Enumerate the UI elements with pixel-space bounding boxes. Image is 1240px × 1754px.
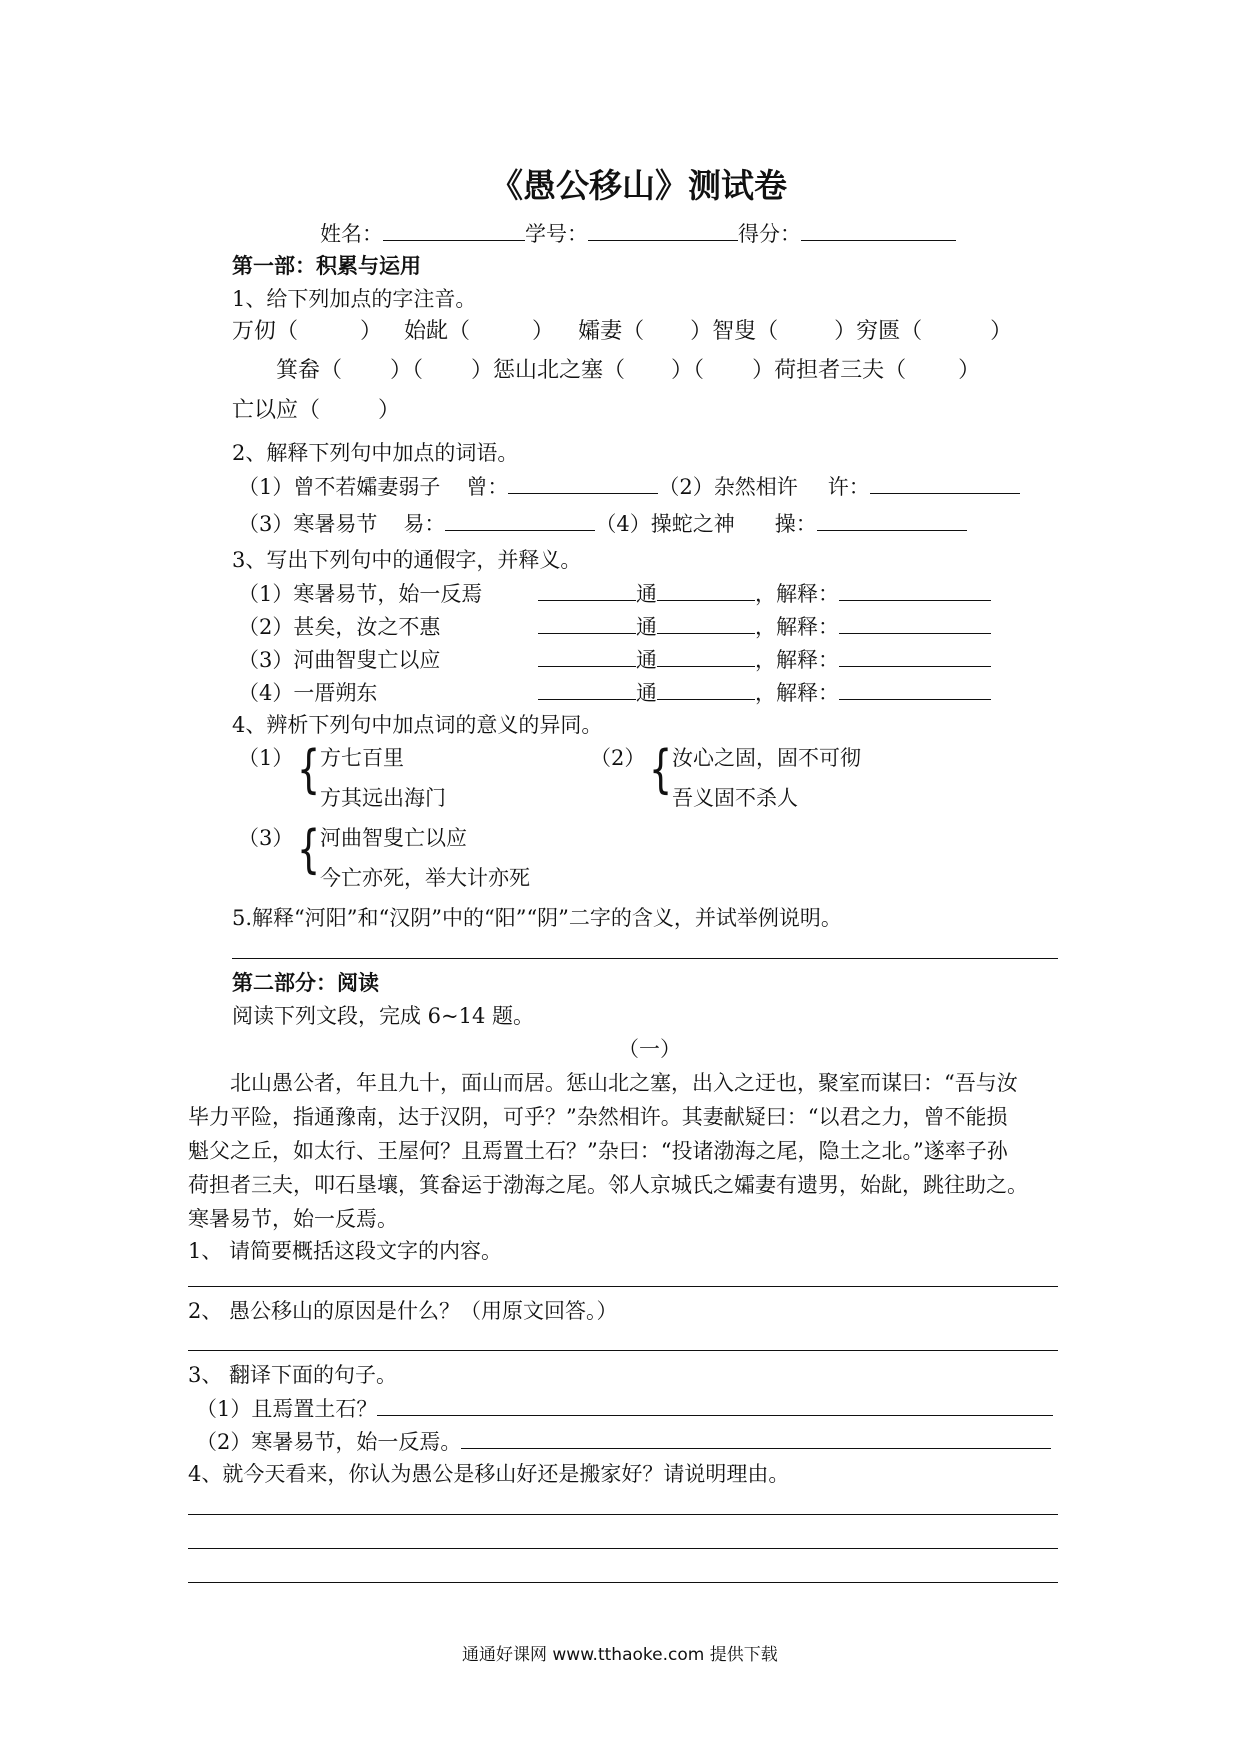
reading-q3: 3、 翻译下面的句子。 bbox=[188, 1363, 398, 1387]
brace-icon: { bbox=[296, 740, 321, 800]
q1-row1: 万仞（ ） 始龀（ ） 孀妻（ ）智叟（ ）穷匮（ ） bbox=[232, 319, 1013, 344]
answer-line[interactable] bbox=[188, 1286, 1058, 1287]
score-label: 得分： bbox=[738, 222, 801, 246]
answer-line[interactable] bbox=[188, 1548, 1058, 1549]
q2-row2: （3）寒暑易节 易： （4）操蛇之神 操： bbox=[238, 508, 967, 539]
q2-blank-2[interactable] bbox=[870, 471, 1020, 494]
q4-group3-b: 今亡亦死，举大计亦死 bbox=[320, 866, 530, 890]
footer-credit: 通通好课网 www.tthaoke.com 提供下载 bbox=[462, 1645, 778, 1665]
q3-item-2: （2）甚矣，汝之不惠 通 ，解释： bbox=[238, 611, 991, 642]
q2-blank-4[interactable] bbox=[817, 508, 967, 531]
q2-row1: （1）曾不若孀妻弱子 曾： （2）杂然相许 许： bbox=[238, 471, 1020, 502]
reading-q1: 1、 请简要概括这段文字的内容。 bbox=[188, 1239, 503, 1263]
q2-blank-3[interactable] bbox=[445, 508, 595, 531]
reading-q3-1: （1）且焉置土石？ bbox=[196, 1393, 1053, 1424]
passage-line-1: 北山愚公者，年且九十，面山而居。惩山北之塞，出入之迂也，聚室而谋曰：“吾与汝 bbox=[230, 1071, 1018, 1095]
passage-line-2: 毕力平险，指通豫南，达于汉阴，可乎？”杂然相许。其妻献疑曰：“以君之力，曾不能损 bbox=[188, 1105, 1008, 1129]
reading-q4: 4、就今天看来，你认为愚公是移山好还是搬家好？请说明理由。 bbox=[188, 1462, 790, 1486]
q4-group2-b: 吾义固不杀人 bbox=[672, 786, 798, 810]
q2-prompt: 2、解释下列句中加点的词语。 bbox=[232, 441, 519, 465]
q3-prompt: 3、写出下列句中的通假字，并释义。 bbox=[232, 548, 582, 572]
q4-group1-b: 方其远出海门 bbox=[320, 786, 446, 810]
q2-blank-1[interactable] bbox=[508, 471, 658, 494]
header-fields bbox=[320, 218, 956, 249]
q3-2-answer[interactable] bbox=[461, 1426, 1051, 1449]
part2-heading: 第二部分：阅读 bbox=[232, 970, 379, 995]
brace-icon: { bbox=[648, 740, 673, 800]
part1-heading: 第一部：积累与运用 bbox=[232, 253, 421, 278]
passage-line-3: 魁父之丘，如太行、王屋何？且焉置土石？”杂曰：“投诸渤海之尾，隐土之北。”遂率子孙 bbox=[188, 1139, 1008, 1163]
q3-1-answer[interactable] bbox=[377, 1393, 1053, 1416]
part2-intro: 阅读下列文段，完成 6~14 题。 bbox=[232, 1004, 535, 1028]
q3-item-3: （3）河曲智叟亡以应 通 ，解释： bbox=[238, 644, 991, 675]
reading-q2: 2、 愚公移山的原因是什么？（用原文回答。） bbox=[188, 1299, 618, 1323]
reading-q3-2: （2）寒暑易节，始一反焉。 bbox=[196, 1426, 1051, 1457]
passage-line-5: 寒暑易节，始一反焉。 bbox=[188, 1207, 398, 1231]
q3-item-4: （4）一厝朔东 通 ，解释： bbox=[238, 677, 991, 708]
score-blank[interactable] bbox=[801, 218, 956, 241]
q4-group1-num: （1） bbox=[238, 746, 294, 770]
q4-group1-a: 方七百里 bbox=[320, 746, 404, 770]
name-label: 姓名： bbox=[320, 222, 383, 246]
q4-group2-num: （2） bbox=[590, 746, 646, 770]
brace-icon: { bbox=[296, 820, 321, 880]
q5-prompt: 5.解释“河阳”和“汉阴”中的“阳”“阴”二字的含义，并试举例说明。 bbox=[232, 906, 842, 930]
id-blank[interactable] bbox=[588, 218, 738, 241]
q4-group2-a: 汝心之固，固不可彻 bbox=[672, 746, 861, 770]
page-title: 《愚公移山》测试卷 bbox=[490, 166, 787, 205]
q1-row2: 箕畚（ ）（ ）惩山北之塞（ ）（ ）荷担者三夫（ ） bbox=[276, 358, 981, 383]
section-label: （一） bbox=[618, 1037, 681, 1061]
answer-line[interactable] bbox=[188, 1350, 1058, 1351]
q4-prompt: 4、辨析下列句中加点词的意义的异同。 bbox=[232, 713, 603, 737]
answer-line[interactable] bbox=[188, 1514, 1058, 1515]
answer-line[interactable] bbox=[232, 958, 1058, 959]
q1-row3: 亡以应（ ） bbox=[232, 398, 401, 423]
passage-line-4: 荷担者三夫，叩石垦壤，箕畚运于渤海之尾。邻人京城氏之孀妻有遗男，始龀，跳往助之。 bbox=[188, 1173, 1028, 1197]
q3-item-1: （1）寒暑易节，始一反焉 通 ，解释： bbox=[238, 578, 991, 609]
q4-group3-a: 河曲智叟亡以应 bbox=[320, 826, 467, 850]
q4-group3-num: （3） bbox=[238, 826, 294, 850]
id-label: 学号： bbox=[525, 222, 588, 246]
q1-prompt: 1、给下列加点的字注音。 bbox=[232, 287, 477, 311]
name-blank[interactable] bbox=[383, 218, 525, 241]
answer-line[interactable] bbox=[188, 1582, 1058, 1583]
